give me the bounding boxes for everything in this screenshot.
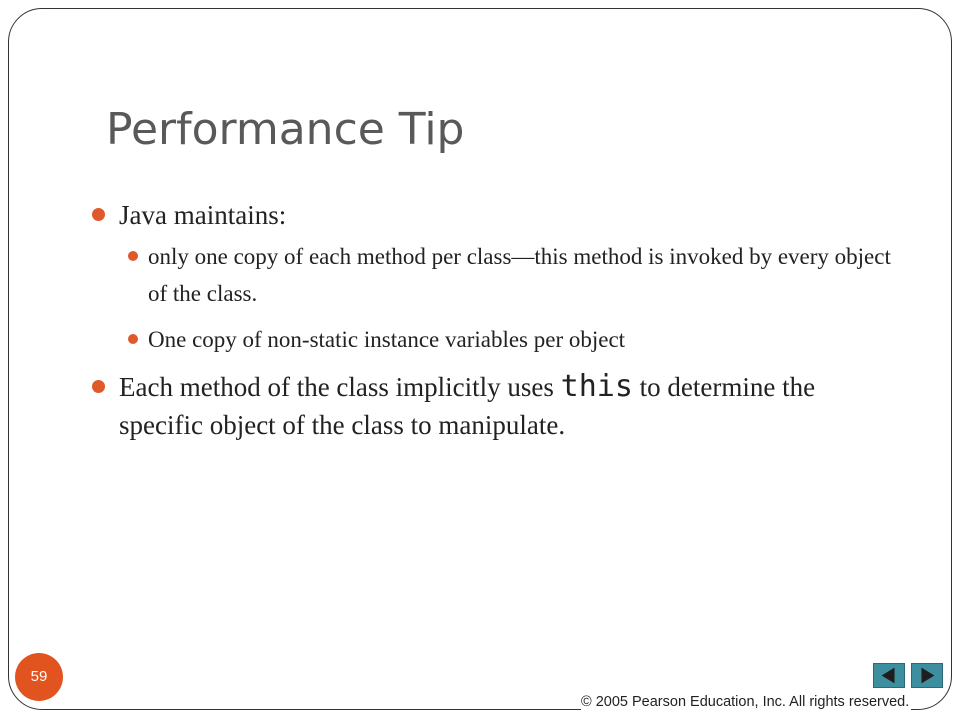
- previous-slide-button[interactable]: [873, 663, 905, 688]
- bullet-dot-icon: [128, 251, 138, 261]
- copyright-notice: [581, 694, 911, 710]
- bullet-dot-icon: [92, 208, 105, 221]
- code-keyword: this: [560, 369, 633, 404]
- sub-bullet-item: [128, 321, 902, 358]
- bullet-text-part: Each method of the class implicitly uses: [119, 372, 561, 402]
- bullet-list: [92, 196, 902, 444]
- bullet-text: Java maintains:: [119, 200, 287, 230]
- triangle-right-icon: [912, 664, 942, 687]
- copyright-text: 2005 Pearson Education, Inc. All rights reserved.: [591, 694, 910, 710]
- sub-bullet-text: One copy of non-static instance variables per object: [148, 327, 626, 352]
- sub-bullet-text: only one copy of each method per class—this method is invoked by every object of the class.: [148, 244, 891, 306]
- slide-title: Performance Tip: [106, 104, 465, 155]
- page-number-badge: 59: [15, 653, 63, 701]
- sub-bullet-item: [128, 238, 902, 312]
- bullet-item: [92, 196, 902, 234]
- bullet-text-part: to determine the specific object of the class to manipulate.: [119, 372, 816, 440]
- bullet-dot-icon: [92, 380, 105, 393]
- next-slide-button[interactable]: [911, 663, 943, 688]
- copyright-icon: ©: [581, 694, 592, 710]
- bullet-item: [92, 368, 902, 444]
- triangle-left-icon: [874, 664, 904, 687]
- bullet-dot-icon: [128, 334, 138, 344]
